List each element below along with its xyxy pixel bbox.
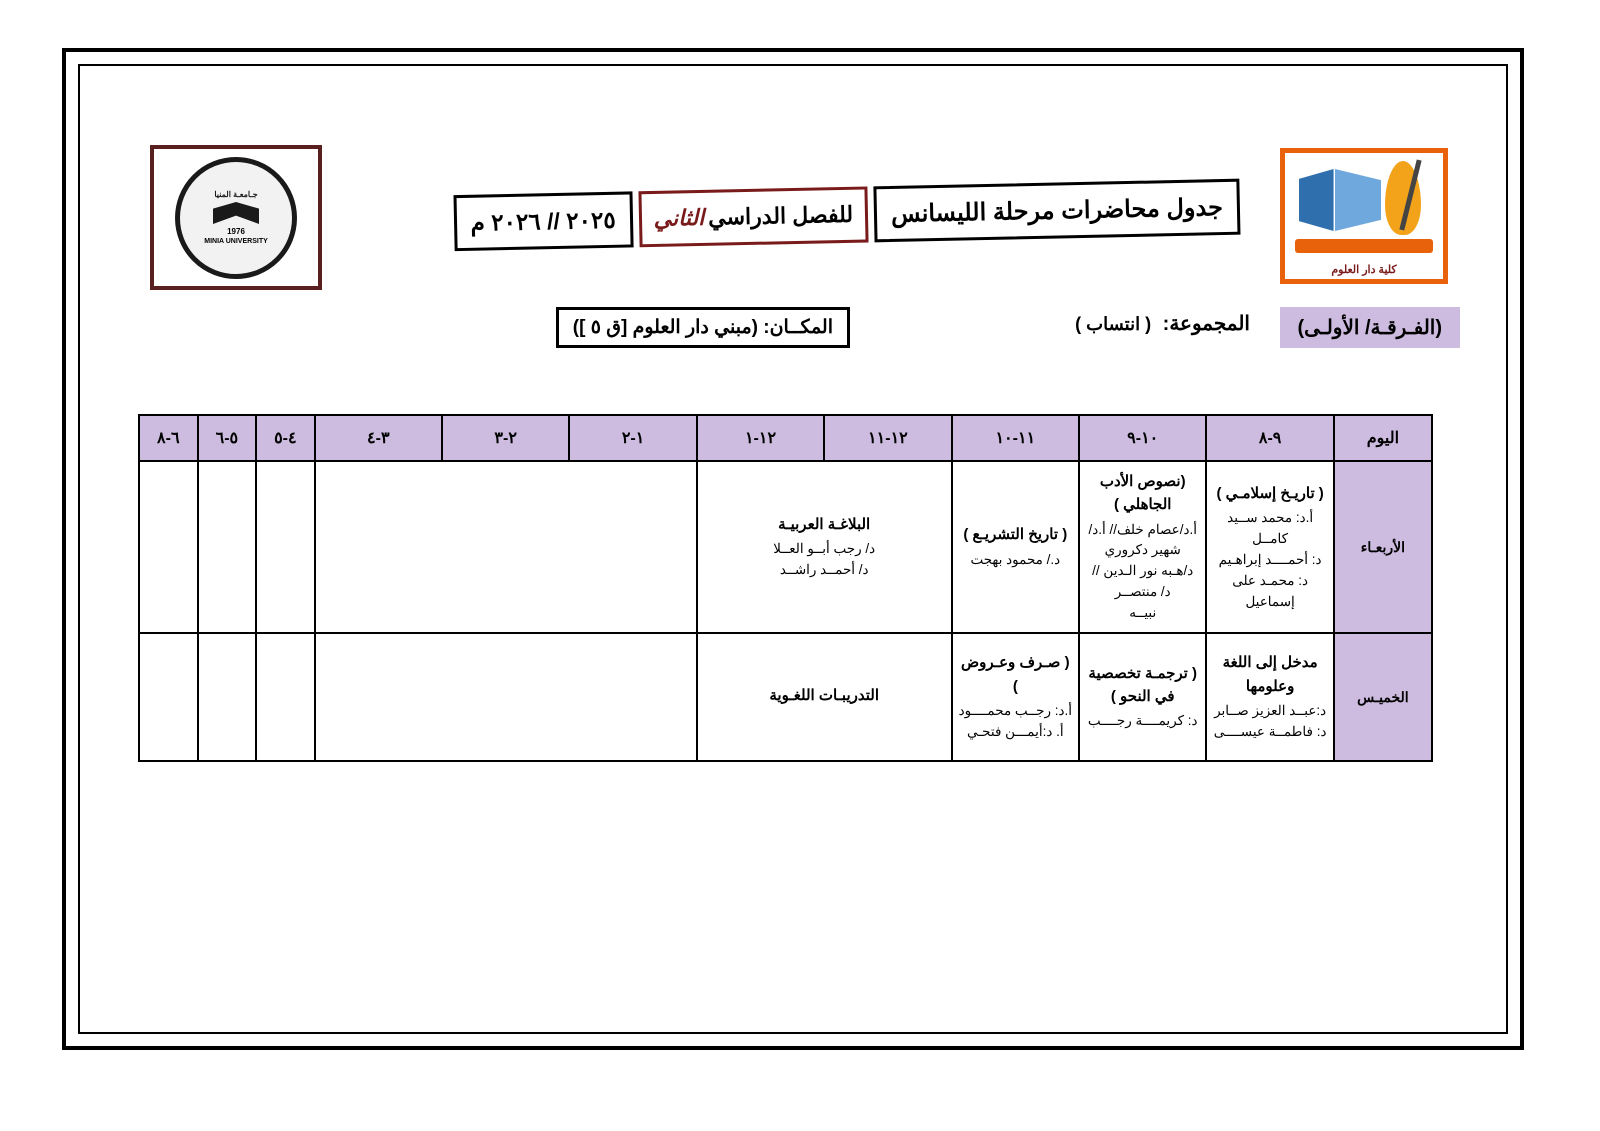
- session-cell-empty[interactable]: [198, 461, 256, 633]
- university-seal-top-text: جـامعـة المنيا: [214, 190, 258, 199]
- course-title: مدخل إلى اللغة وعلومها: [1222, 654, 1318, 695]
- header-slot-2: ١١-١٠: [952, 415, 1079, 461]
- course-title: (نصوص الأدب الجاهلي ): [1099, 473, 1186, 514]
- session-cell[interactable]: [1206, 633, 1333, 761]
- staff-name: د./ محمود بهجت: [970, 551, 1061, 567]
- document-header: [90, 100, 1500, 339]
- session-cell-empty[interactable]: [256, 461, 314, 633]
- session-cell[interactable]: [1079, 633, 1206, 761]
- table-row: [139, 633, 1432, 761]
- staff-name: د/هـبه نور الـدين // د/ منتصــر: [1092, 563, 1194, 600]
- group-label: المجموعة:: [1162, 313, 1250, 335]
- place-value: (مبني دار العلوم [ق ٥ ]): [572, 317, 758, 338]
- timetable-container: [138, 414, 1433, 762]
- university-seal-year: 1976: [227, 227, 245, 236]
- header-slot-6: ٢-٣: [442, 415, 569, 461]
- course-title: ( صـرف وعـروض ): [961, 654, 1070, 695]
- place-info: [556, 307, 850, 348]
- timetable: [138, 414, 1433, 762]
- university-logo: [150, 145, 322, 290]
- academic-year: ٢٠٢٥ // ٢٠٢٦ م: [453, 191, 633, 251]
- header-slot-3: ١٢-١١: [824, 415, 951, 461]
- header-day: اليوم: [1334, 415, 1432, 461]
- course-title: التدريبـات اللغـوية: [769, 686, 880, 704]
- staff-name: د/ أحمــد راشــد: [779, 562, 869, 578]
- timetable-body: [139, 461, 1432, 761]
- session-cell-empty[interactable]: [256, 633, 314, 761]
- staff-name: أ.د: رجــب محمــــود: [958, 702, 1072, 718]
- staff-name: أ.د: محمد ســيد كامــل: [1227, 509, 1314, 546]
- staff-name: أ.د/عصام خلف// أ.د/شهير دكروري: [1088, 521, 1197, 558]
- course-title: ( ترجمـة تخصصية في النحو ): [1088, 664, 1198, 706]
- staff-name: د: كريمــــة رجــــب: [1087, 713, 1198, 729]
- session-cell-empty[interactable]: [315, 633, 697, 761]
- course-title: البلاغـة العربيـة: [778, 516, 871, 533]
- session-cell-empty[interactable]: [198, 633, 256, 761]
- stage-badge: (الفـرقـة/ الأولـى): [1280, 307, 1460, 348]
- day-label-wednesday: الأربعـاء: [1334, 461, 1432, 633]
- group-value: ( انتساب ): [1075, 314, 1152, 334]
- session-cell[interactable]: [952, 461, 1079, 633]
- place-label: المكــان:: [763, 317, 833, 338]
- day-label-thursday: الخميـس: [1334, 633, 1432, 761]
- staff-name: د: أحمــــد إبراهـيم: [1218, 551, 1322, 567]
- session-cell[interactable]: [697, 461, 952, 633]
- document-title-band: [350, 179, 1241, 254]
- header-slot-4: ١٢-١: [697, 415, 824, 461]
- session-cell[interactable]: [952, 633, 1079, 761]
- term-title: [638, 186, 869, 247]
- staff-name: نبيــه: [1129, 605, 1157, 621]
- staff-name: أ. د:أيمـــن فتحـي: [966, 723, 1064, 739]
- term-title-prefix: للفصل الدراسي: [707, 201, 854, 230]
- header-slot-7: ٣-٤: [315, 415, 442, 461]
- session-cell[interactable]: [697, 633, 952, 761]
- document-meta-row: [290, 305, 1470, 355]
- open-book-page-icon: [1335, 169, 1381, 231]
- book-icon: [213, 202, 259, 224]
- timetable-header-row: [139, 415, 1432, 461]
- staff-name: د: فاطمــة عيســــى: [1213, 723, 1327, 739]
- page-title: جدول محاضرات مرحلة الليسانس: [873, 179, 1240, 243]
- session-cell[interactable]: [1079, 461, 1206, 633]
- university-seal-bottom-text: MINIA UNIVERSITY: [204, 238, 268, 245]
- header-slot-9: ٥-٦: [198, 415, 256, 461]
- header-slot-1: ١٠-٩: [1079, 415, 1206, 461]
- header-slot-5: ١-٢: [569, 415, 696, 461]
- university-seal-icon: [175, 157, 297, 279]
- course-title: ( تاريـخ إسلامـي ): [1216, 484, 1324, 502]
- session-cell-empty[interactable]: [139, 633, 198, 761]
- session-cell[interactable]: [1206, 461, 1333, 633]
- staff-name: د:عبــد العزيز صــابر: [1214, 702, 1327, 718]
- course-title: ( تاريخ التشريـع ): [963, 526, 1068, 544]
- staff-name: د/ رجب أبــو العــلا: [773, 541, 876, 557]
- faculty-logo: [1280, 148, 1448, 284]
- session-cell-empty[interactable]: [139, 461, 198, 633]
- logo-base-shape: [1295, 239, 1433, 253]
- timetable-head: [139, 415, 1432, 461]
- faculty-logo-caption: كلية دار العلوم: [1331, 264, 1397, 276]
- staff-name: د: محمـد على إسماعيل: [1232, 572, 1309, 609]
- header-slot-10: ٦-٨: [139, 415, 198, 461]
- header-slot-0: ٩-٨: [1206, 415, 1333, 461]
- term-title-emphasis: الثاني: [653, 204, 705, 231]
- header-slot-8: ٤-٥: [256, 415, 314, 461]
- table-row: [139, 461, 1432, 633]
- session-cell-empty[interactable]: [315, 461, 697, 633]
- group-info: [1075, 311, 1250, 336]
